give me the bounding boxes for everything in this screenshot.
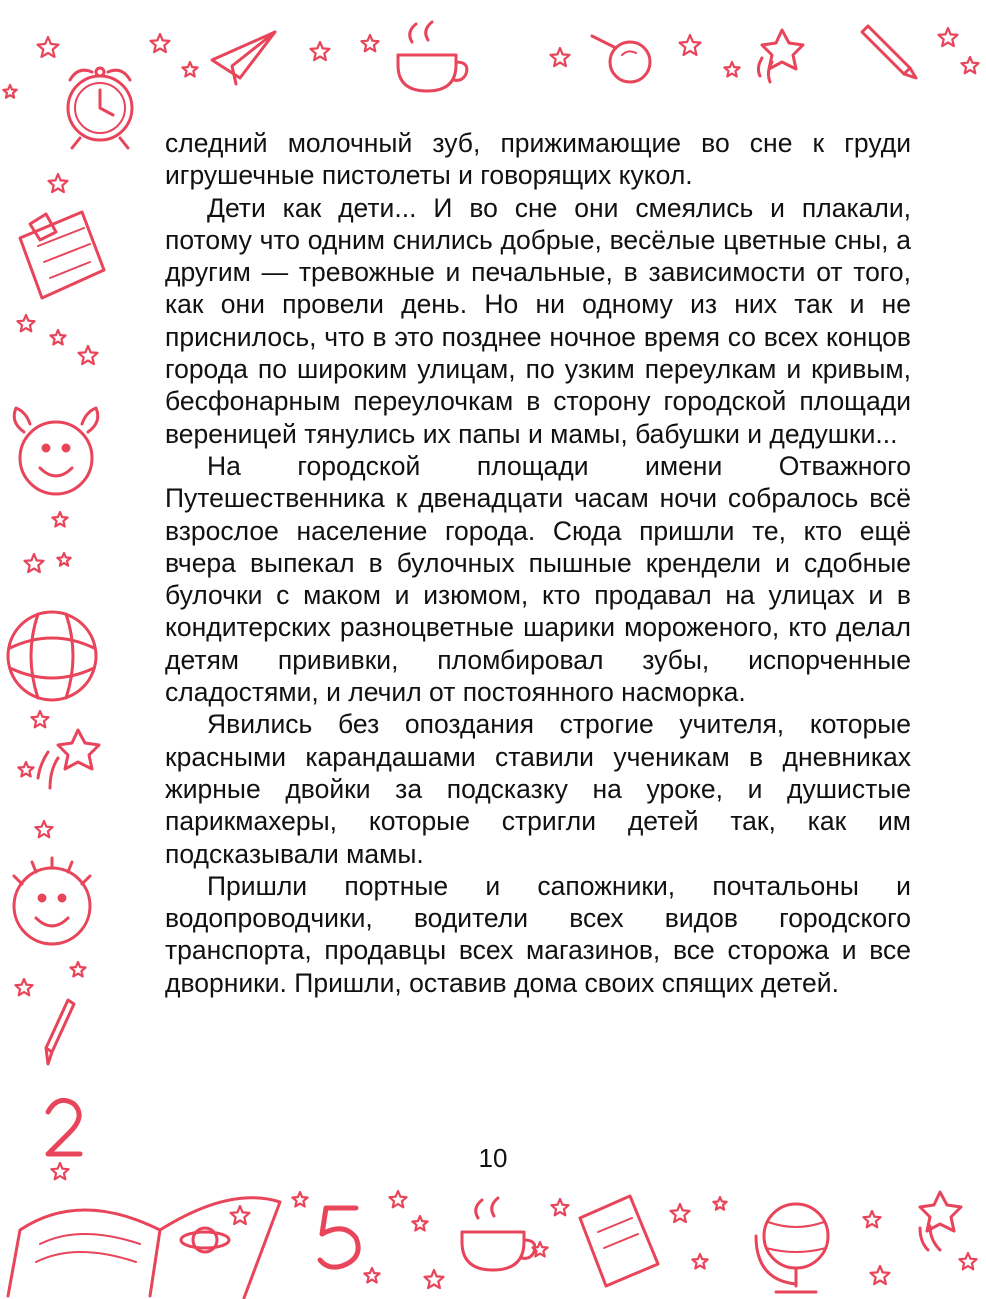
star-icon [25, 554, 44, 572]
star-icon [182, 62, 197, 77]
open-book-icon [8, 1198, 280, 1298]
star-icon [692, 1254, 707, 1269]
paragraph: Дети как дети... И во сне они смеялись и плакали, потому что одним снились добрые, весёлые цветные сны, а другим — тревожные и печальные, в зависимости от того, как они провели день. Но ни одному из них так и не приснилось, что в это позднее ночное время со всех концов города по широким улицам, по узким переулкам и кривым, бесфонарным переулочкам в сторону городской площади вереницей тянулись их папы и мамы, бабушки и дедушки... [165, 192, 911, 449]
magnifier-icon [592, 36, 650, 82]
star-icon [389, 1191, 406, 1207]
star-icon [18, 762, 33, 777]
coffee-cup-icon [398, 22, 467, 91]
star-icon [959, 1253, 976, 1269]
paragraph: На городской площади имени Отважного Путешественника к двенадцати часам ночи собралось всё взрослое население города. Сюда пришли те, кто ещё вчера выпекал в булочных пышные крендели и сдобные булочки с маком и изюмом, кто продавал на улицах и в кондитерских разноцветные шарики мороженого, кто делал детям прививки, пломбировал зубы, испорченные сладостями, и лечил от постоянного насморка. [165, 450, 911, 708]
pen-icon [46, 1000, 74, 1064]
paragraph: следний молочный зуб, прижимающие во сне к груди игрушечные пистолеты и говорящих кукол. [165, 128, 911, 191]
coffee-cup-icon [462, 1198, 535, 1270]
star-icon [961, 57, 978, 73]
girl-face-icon [14, 408, 98, 494]
boy-face-icon [14, 858, 90, 944]
shooting-star-icon [920, 1192, 961, 1250]
page-number: 10 [478, 1143, 508, 1173]
basketball-icon [8, 612, 96, 700]
star-icon [57, 553, 70, 566]
shooting-star-icon [758, 30, 803, 82]
star-icon [863, 1211, 880, 1227]
star-icon [31, 711, 48, 727]
star-icon [35, 821, 52, 837]
globe-icon [756, 1204, 828, 1292]
star-icon [231, 1206, 250, 1224]
alarm-clock-icon [68, 68, 132, 148]
star-icon [70, 962, 85, 977]
star-icon [311, 42, 330, 60]
pen-icon [862, 26, 916, 78]
star-icon [38, 37, 59, 57]
star-icon [713, 1197, 726, 1210]
notebook-icon [580, 1196, 658, 1286]
star-icon [939, 28, 958, 46]
star-icon [671, 1204, 690, 1222]
star-icon [361, 35, 378, 51]
star-icon [871, 1266, 890, 1284]
star-icon [680, 35, 701, 55]
star-icon [52, 512, 67, 527]
sticky-note-icon [20, 212, 104, 298]
star-icon [551, 48, 570, 66]
star-icon [292, 1192, 307, 1207]
star-icon [551, 1199, 568, 1215]
body-text [165, 127, 911, 999]
shooting-star-icon [38, 730, 99, 788]
star-icon [49, 174, 68, 192]
star-icon [50, 330, 65, 345]
star-icon [364, 1268, 379, 1283]
star-icon [3, 85, 16, 98]
paper-plane-icon [212, 32, 275, 84]
star-icon [412, 1216, 427, 1231]
star-icon [425, 1270, 444, 1288]
star-icon [151, 34, 170, 52]
star-icon [17, 315, 34, 331]
star-icon [724, 62, 739, 77]
paragraph: Пришли портные и сапожники, почтальоны и водопроводчики, водители всех видов городского транспорта, продавцы всех магазинов, все сторожа и все дворники. Пришли, оставив дома своих спящих детей. [165, 870, 911, 998]
star-icon [15, 979, 32, 995]
paragraph: Явились без опоздания строгие учителя, которые красными карандашами ставили ученикам в дневниках жирные двойки за подсказку на уроке, и душистые парикмахеры, которые стригли детей так, как им подсказывали мамы. [165, 709, 911, 869]
number-five-icon [320, 1208, 358, 1267]
star-icon [79, 346, 98, 364]
